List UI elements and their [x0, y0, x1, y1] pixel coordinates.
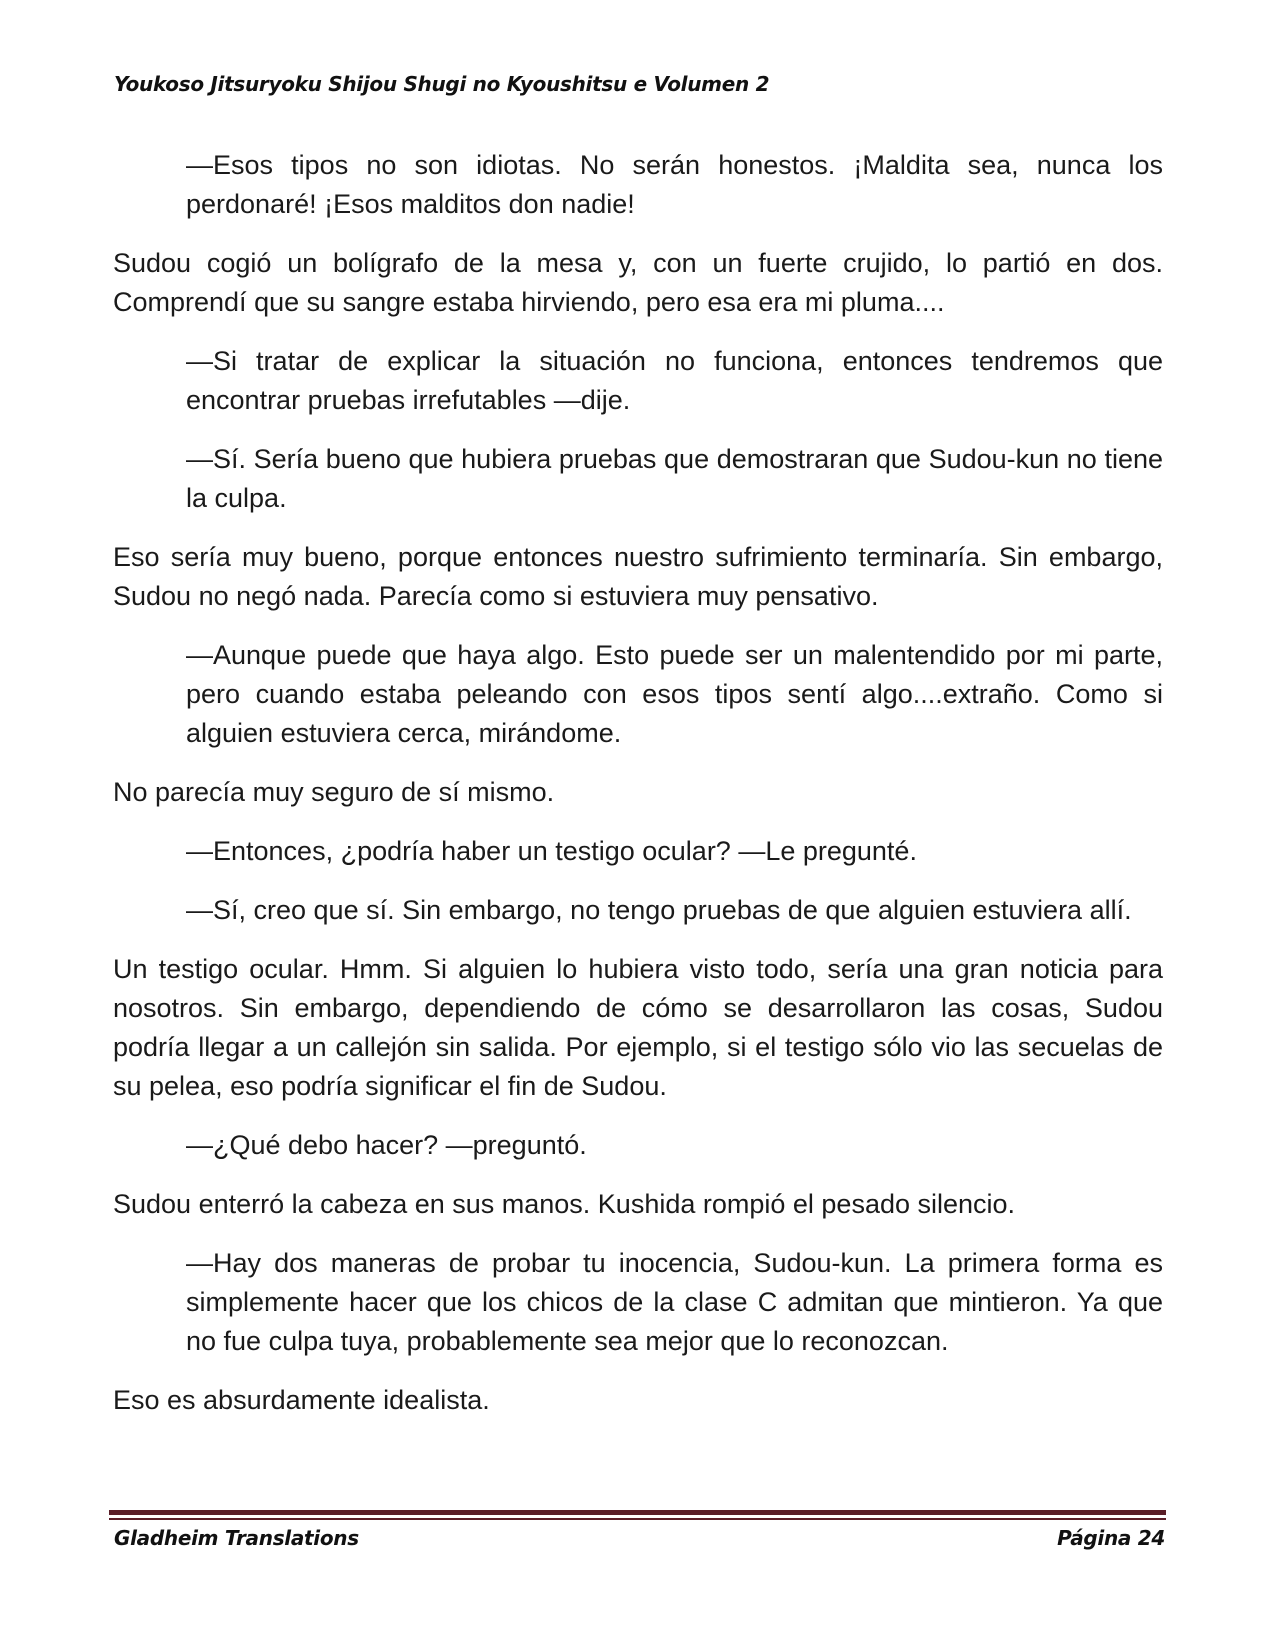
narration-paragraph: No parecía muy seguro de sí mismo. [113, 777, 555, 807]
page-number: Página 24 [1057, 1526, 1165, 1550]
narration-paragraph: Eso sería muy bueno, porque entonces nuestro sufrimiento terminaría. Sin embargo, Sudou no negó nada. Parecía como si estuviera muy pensativo. [113, 542, 1163, 611]
narration-paragraph: Eso es absurdamente idealista. [113, 1385, 490, 1415]
footer-divider-thick [109, 1510, 1166, 1515]
dialog-paragraph: —Sí. Sería bueno que hubiera pruebas que demostraran que Sudou-kun no tiene la culpa. [186, 444, 1163, 513]
body-text [113, 146, 1163, 1440]
footer-divider-thin [109, 1518, 1166, 1520]
footer-credit: Gladheim Translations [114, 1526, 359, 1550]
narration-paragraph: Un testigo ocular. Hmm. Si alguien lo hubiera visto todo, sería una gran noticia para nosotros. Sin embargo, dependiendo de cómo se desarrollaron las cosas, Sudou podría llegar a un callejón sin salida. Por ejemplo, si el testigo sólo vio las secuelas de su pelea, eso podría significar el fin de Sudou. [113, 954, 1163, 1101]
dialog-paragraph: —Sí, creo que sí. Sin embargo, no tengo pruebas de que alguien estuviera allí. [186, 895, 1132, 925]
dialog-paragraph: —Hay dos maneras de probar tu inocencia, Sudou-kun. La primera forma es simplemente hacer que los chicos de la clase C admitan que mintieron. Ya que no fue culpa tuya, probablemente sea mejor que lo reconozcan. [186, 1248, 1163, 1356]
dialog-paragraph: —¿Qué debo hacer? —preguntó. [186, 1130, 587, 1160]
narration-paragraph: Sudou enterró la cabeza en sus manos. Kushida rompió el pesado silencio. [113, 1189, 1016, 1219]
dialog-paragraph: —Aunque puede que haya algo. Esto puede ser un malentendido por mi parte, pero cuando estaba peleando con esos tipos sentí algo....extraño. Como si alguien estuviera cerca, mirándome. [186, 640, 1163, 748]
dialog-paragraph: —Esos tipos no son idiotas. No serán honestos. ¡Maldita sea, nunca los perdonaré! ¡Esos malditos don nadie! [186, 150, 1163, 219]
dialog-paragraph: —Entonces, ¿podría haber un testigo ocular? —Le pregunté. [186, 836, 917, 866]
dialog-paragraph: —Si tratar de explicar la situación no funciona, entonces tendremos que encontrar pruebas irrefutables —dije. [186, 346, 1163, 415]
running-header-title: Youkoso Jitsuryoku Shijou Shugi no Kyoushitsu e Volumen 2 [114, 72, 770, 96]
narration-paragraph: Sudou cogió un bolígrafo de la mesa y, con un fuerte crujido, lo partió en dos. Comprendí que su sangre estaba hirviendo, pero esa era mi pluma.... [113, 248, 1163, 317]
